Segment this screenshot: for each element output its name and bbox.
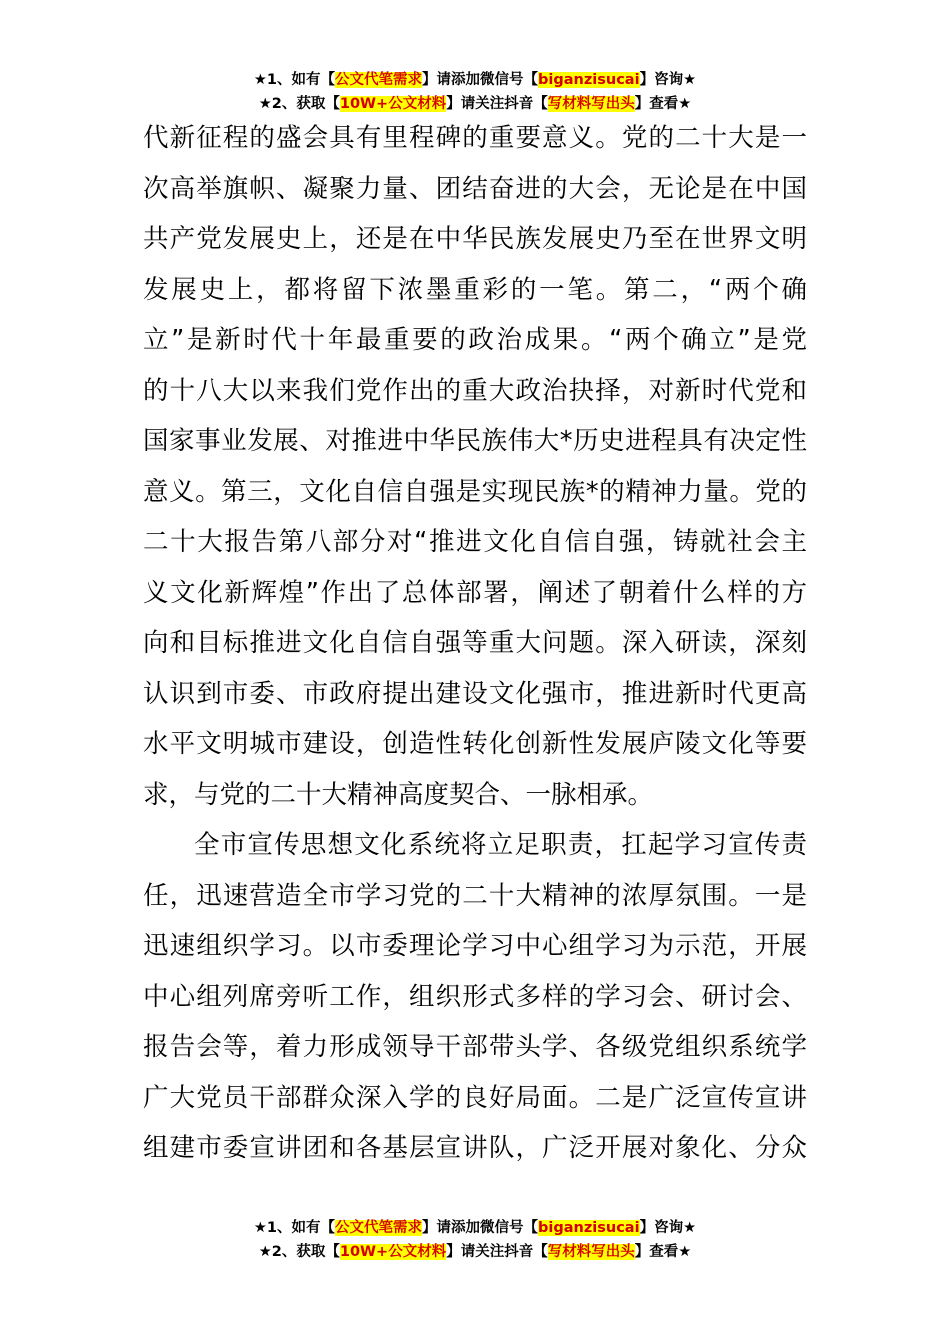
paragraph-2 [143,820,807,1174]
banner-highlight: biganzisucai [538,72,640,88]
banner-text: ★1、如有【 [253,1220,336,1236]
banner-text: 】请关注抖音【 [446,1244,548,1260]
text-line: 二十大报告第八部分对“推进文化自信自强，铸就社会主 [143,527,807,557]
text-line: 水平文明城市建设，创造性转化创新性发展庐陵文化等要 [143,729,807,759]
text-line: 发展史上，都将留下浓墨重彩的一笔。第二，“两个确 [143,274,807,305]
banner-text: ★2、获取【 [258,1244,340,1260]
text-line: 中心组列席旁听工作，组织形式多样的学习会、研讨会、 [143,981,807,1012]
text-line: 报告会等，着力形成领导干部带头学、各级党组织系统学 [143,1032,807,1062]
footer-banner [0,1216,950,1264]
banner-text: 】咨询★ [639,1220,697,1236]
banner-line-1 [0,1216,950,1240]
banner-line-1 [0,68,950,92]
paragraph-1 [143,113,807,820]
banner-highlight: 写材料写出头 [547,1244,635,1260]
banner-text: 】咨询★ [639,72,697,88]
banner-text: ★2、获取【 [258,96,340,112]
banner-text: 】查看★ [634,96,692,112]
text-line: 向和目标推进文化自信自强等重大问题。深入研读，深刻 [143,628,807,658]
banner-line-2 [0,1240,950,1264]
banner-highlight: 写材料写出头 [547,96,635,112]
banner-highlight: biganzisucai [538,1220,640,1236]
text-line: 求，与党的二十大精神高度契合、一脉相承。 [143,779,654,810]
banner-text: 】请添加微信号【 [422,72,539,88]
document-body [143,113,807,1174]
banner-highlight: 公文代笔需求 [335,1220,423,1236]
banner-highlight: 10W+公文材料 [339,1244,447,1260]
text-line: 次高举旗帜、凝聚力量、团结奋进的大会，无论是在中国 [143,173,807,204]
text-line: 认识到市委、市政府提出建设文化强市，推进新时代更高 [143,678,807,709]
banner-highlight: 10W+公文材料 [339,96,447,112]
banner-text: 】查看★ [634,1244,692,1260]
text-line: 意义。第三，文化自信自强是实现民族*的精神力量。党的 [143,476,807,507]
text-line: 义文化新辉煌”作出了总体部署，阐述了朝着什么样的方 [143,577,807,608]
text-line: 全市宣传思想文化系统将立足职责，扛起学习宣传责 [194,830,807,860]
banner-text: ★1、如有【 [253,72,336,88]
banner-highlight: 公文代笔需求 [335,72,423,88]
text-line: 组建市委宣讲团和各基层宣讲队，广泛开展对象化、分众 [143,1133,807,1163]
text-line: 任，迅速营造全市学习党的二十大精神的浓厚氛围。一是 [143,880,807,911]
header-banner [0,68,950,116]
text-line: 国家事业发展、对推进中华民族伟大*历史进程具有决定性 [143,426,807,456]
text-line: 共产党发展史上，还是在中华民族发展史乃至在世界文明 [143,224,807,254]
banner-text: 】请关注抖音【 [446,96,548,112]
text-line: 立”是新时代十年最重要的政治成果。“两个确立”是党 [143,325,807,355]
banner-text: 】请添加微信号【 [422,1220,539,1236]
text-line: 广大党员干部群众深入学的良好局面。二是广泛宣传宣讲 [143,1082,807,1113]
text-line: 迅速组织学习。以市委理论学习中心组学习为示范，开展 [143,931,807,961]
text-line: 的十八大以来我们党作出的重大政治抉择，对新时代党和 [143,375,807,406]
text-line: 代新征程的盛会具有里程碑的重要意义。党的二十大是一 [143,123,807,153]
